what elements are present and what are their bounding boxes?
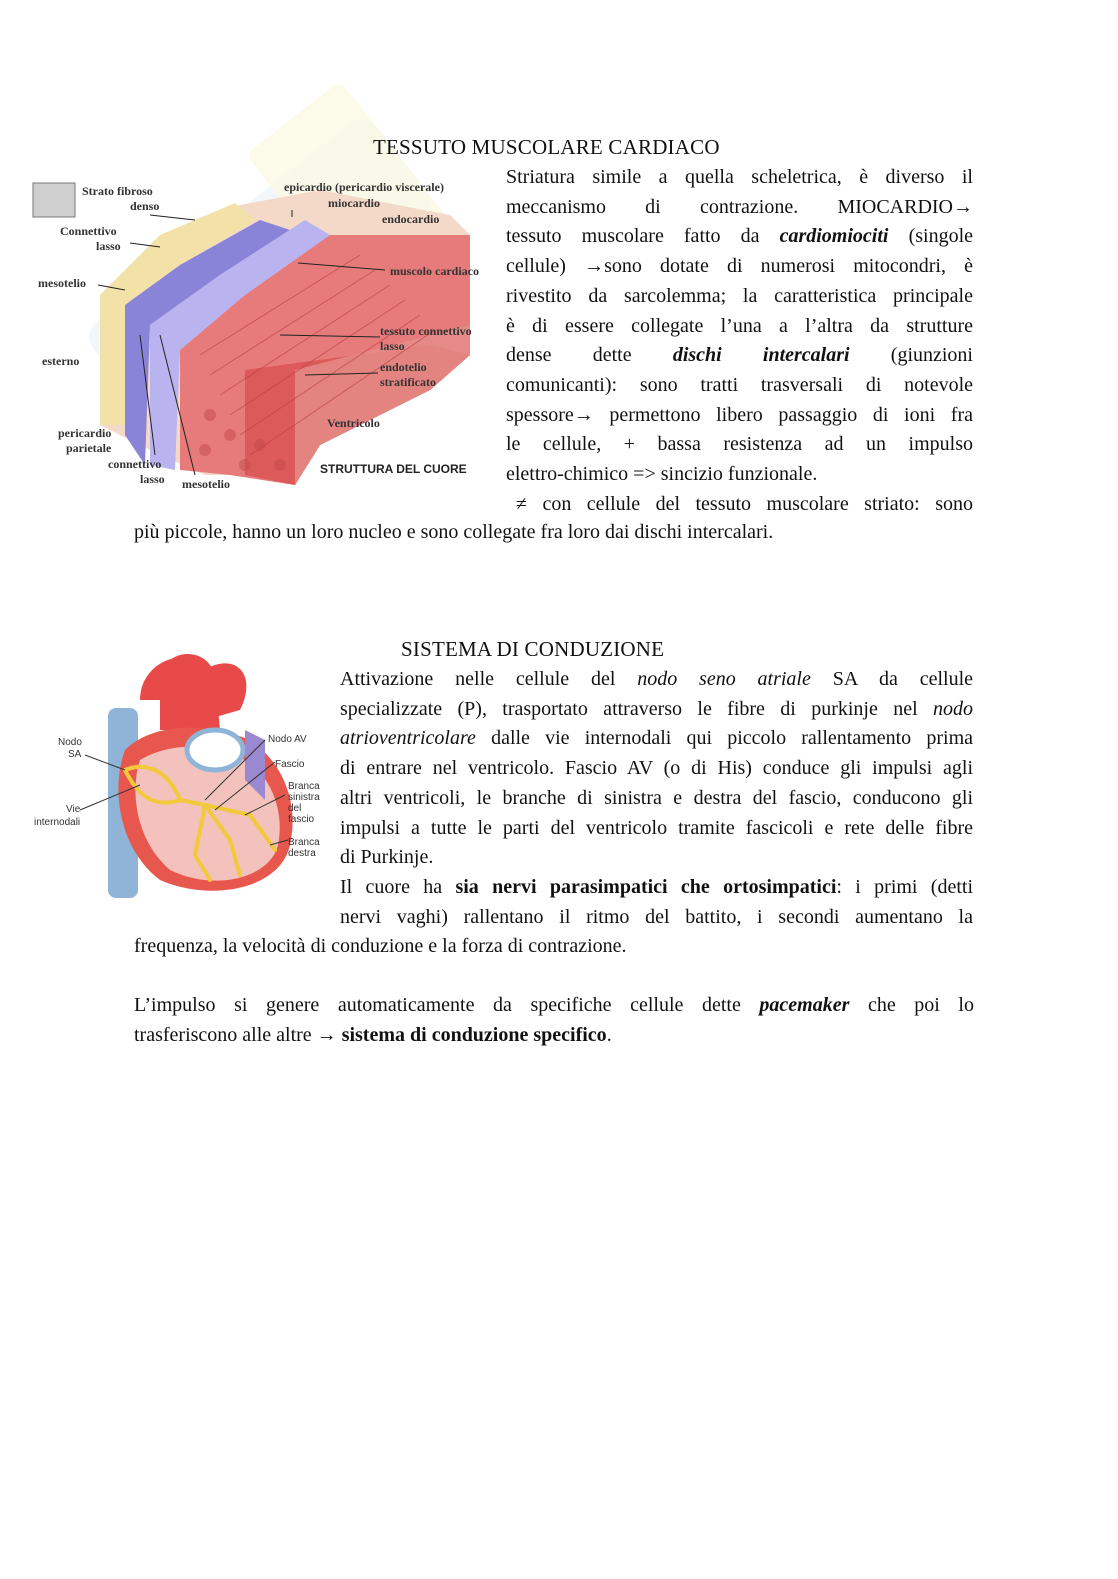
paragraph-tessuto-full-width	[134, 518, 974, 548]
term-sistema-conduzione-specifico: sistema di conduzione specifico	[341, 1023, 607, 1046]
text-line: di entrare nel ventricolo. Fascio AV (o di His) conduce gli impulsi agli	[340, 757, 973, 780]
text-line: più piccole, hanno un loro nucleo e sono collegate fra loro dai dischi intercalari.	[134, 521, 774, 543]
label-esterno: esterno	[42, 354, 80, 368]
term-nodo: nodo	[933, 697, 973, 720]
figure-caption-struttura: STRUTTURA DEL CUORE	[320, 462, 467, 476]
label-endocardio: endocardio	[382, 212, 440, 226]
conduction-system-figure	[30, 640, 330, 905]
text-line: spessore→ permettono libero passaggio di ioni fra	[506, 403, 973, 426]
label-epicardio: epicardio (pericardio viscerale)	[284, 180, 444, 194]
label-stratificato: stratificato	[380, 375, 436, 389]
text-line-cardiomiociti: tessuto muscolare fatto da cardiomiociti (singole	[506, 225, 973, 248]
section-title-tessuto: TESSUTO MUSCOLARE CARDIACO	[373, 135, 720, 159]
text-line: ≠ con cellule del tessuto muscolare striato: sono	[516, 492, 973, 515]
text-line: comunicanti): sono tratti trasversali di notevole	[506, 373, 973, 396]
label-fascio: Fascio	[275, 759, 305, 770]
text-line: impulsi a tutte le parti del ventricolo tramite fascicoli e rete delle fibre	[340, 816, 973, 839]
text-line: è di essere collegate l’una a l’altra da strutture	[506, 314, 973, 337]
text-line: Attivazione nelle cellule del nodo seno atriale SA da cellule	[340, 668, 973, 690]
label-destra: destra	[288, 848, 316, 859]
term-dischi-intercalari: dischi intercalari	[672, 344, 850, 367]
text-line: altri ventricoli, le branche di sinistra e destra del fascio, conducono gli	[340, 786, 973, 809]
paragraph-tessuto-right-column	[506, 163, 973, 519]
label-del: del	[288, 803, 302, 814]
label-connettivo: Connettivo	[60, 224, 117, 238]
text-line: Il cuore ha sia nervi parasimpatici che ortosimpatici: i primi (detti	[340, 875, 974, 898]
label-sa: SA	[68, 749, 82, 760]
label-pericardio: pericardio	[58, 426, 112, 440]
text-line: trasferiscono alle altre → sistema di conduzione specifico.	[134, 1023, 612, 1046]
label-endotelio: endotelio	[380, 360, 427, 374]
heart-wall-structure-figure	[30, 175, 495, 495]
label-strato-fibroso: Strato fibroso	[82, 184, 153, 198]
label-branca: Branca	[288, 781, 320, 792]
text-line: cellule) →sono dotate di numerosi mitocondri, è	[506, 255, 973, 278]
label-mesotelio-bottom: mesotelio	[182, 477, 230, 491]
label-lasso: lasso	[96, 239, 121, 253]
term-nodo-seno-atriale: nodo seno atriale	[637, 668, 811, 690]
paragraph-conduzione-full-width	[134, 932, 974, 962]
label-lasso-bottom: lasso	[140, 472, 165, 486]
text-line: specializzate (P), trasportato attraverso le fibre di purkinje nel nodo	[340, 697, 973, 720]
label-lasso-right: lasso	[380, 339, 405, 353]
text-line: atrioventricolare dalle vie internodali qui piccolo rallentamento prima	[340, 727, 973, 750]
text-line: L’impulso si genere automaticamente da specifiche cellule dette pacemaker che poi lo	[134, 994, 974, 1016]
label-denso: denso	[130, 199, 160, 213]
label-fascio-2: fascio	[288, 814, 315, 825]
label-nodo: Nodo	[58, 737, 82, 748]
text-line: le cellule, + bassa resistenza ad un impulso	[506, 433, 973, 456]
label-nodo-av: Nodo AV	[268, 734, 307, 745]
section-title-conduzione: SISTEMA DI CONDUZIONE	[401, 637, 665, 661]
label-tessuto-connettivo: tessuto connettivo	[380, 324, 472, 338]
label-vie: Vie	[66, 804, 81, 815]
term-atrioventricolare: atrioventricolare	[340, 727, 476, 750]
text-line: di Purkinje.	[340, 846, 434, 869]
paragraph-conduzione-right-column	[340, 665, 973, 932]
label-branca-2: Branca	[288, 837, 320, 848]
text-line: elettro-chimico => sincizio funzionale.	[506, 463, 818, 486]
label-parietale: parietale	[66, 441, 112, 455]
label-internodali: internodali	[34, 817, 81, 828]
label-miocardio: miocardio	[328, 196, 380, 210]
label-muscolo-cardiaco: muscolo cardiaco	[390, 264, 479, 278]
text-line: frequenza, la velocità di conduzione e la forza di contrazione.	[134, 935, 627, 957]
text-line: Striatura simile a quella scheletrica, è diverso il	[506, 166, 973, 188]
term-pacemaker: pacemaker	[759, 994, 850, 1016]
term-nervi: sia nervi parasimpatici che ortosimpatici	[455, 875, 837, 898]
label-sinistra: sinistra	[288, 792, 320, 803]
text-line-dischi: dense dette dischi intercalari (giunzioni	[506, 344, 973, 367]
term-cardiomiociti: cardiomiociti	[779, 225, 889, 248]
paragraph-pacemaker	[134, 991, 974, 1050]
text-line: rivestito da sarcolemma; la caratteristica principale	[506, 284, 973, 307]
label-mesotelio: mesotelio	[38, 276, 86, 290]
text-line: nervi vaghi) rallentano il ritmo del battito, i secondi aumentano la	[340, 905, 973, 928]
text-line: meccanismo di contrazione. MIOCARDIO→	[506, 195, 973, 218]
label-connettivo-bottom: connettivo	[108, 457, 162, 471]
label-ventricolo: Ventricolo	[327, 416, 380, 430]
